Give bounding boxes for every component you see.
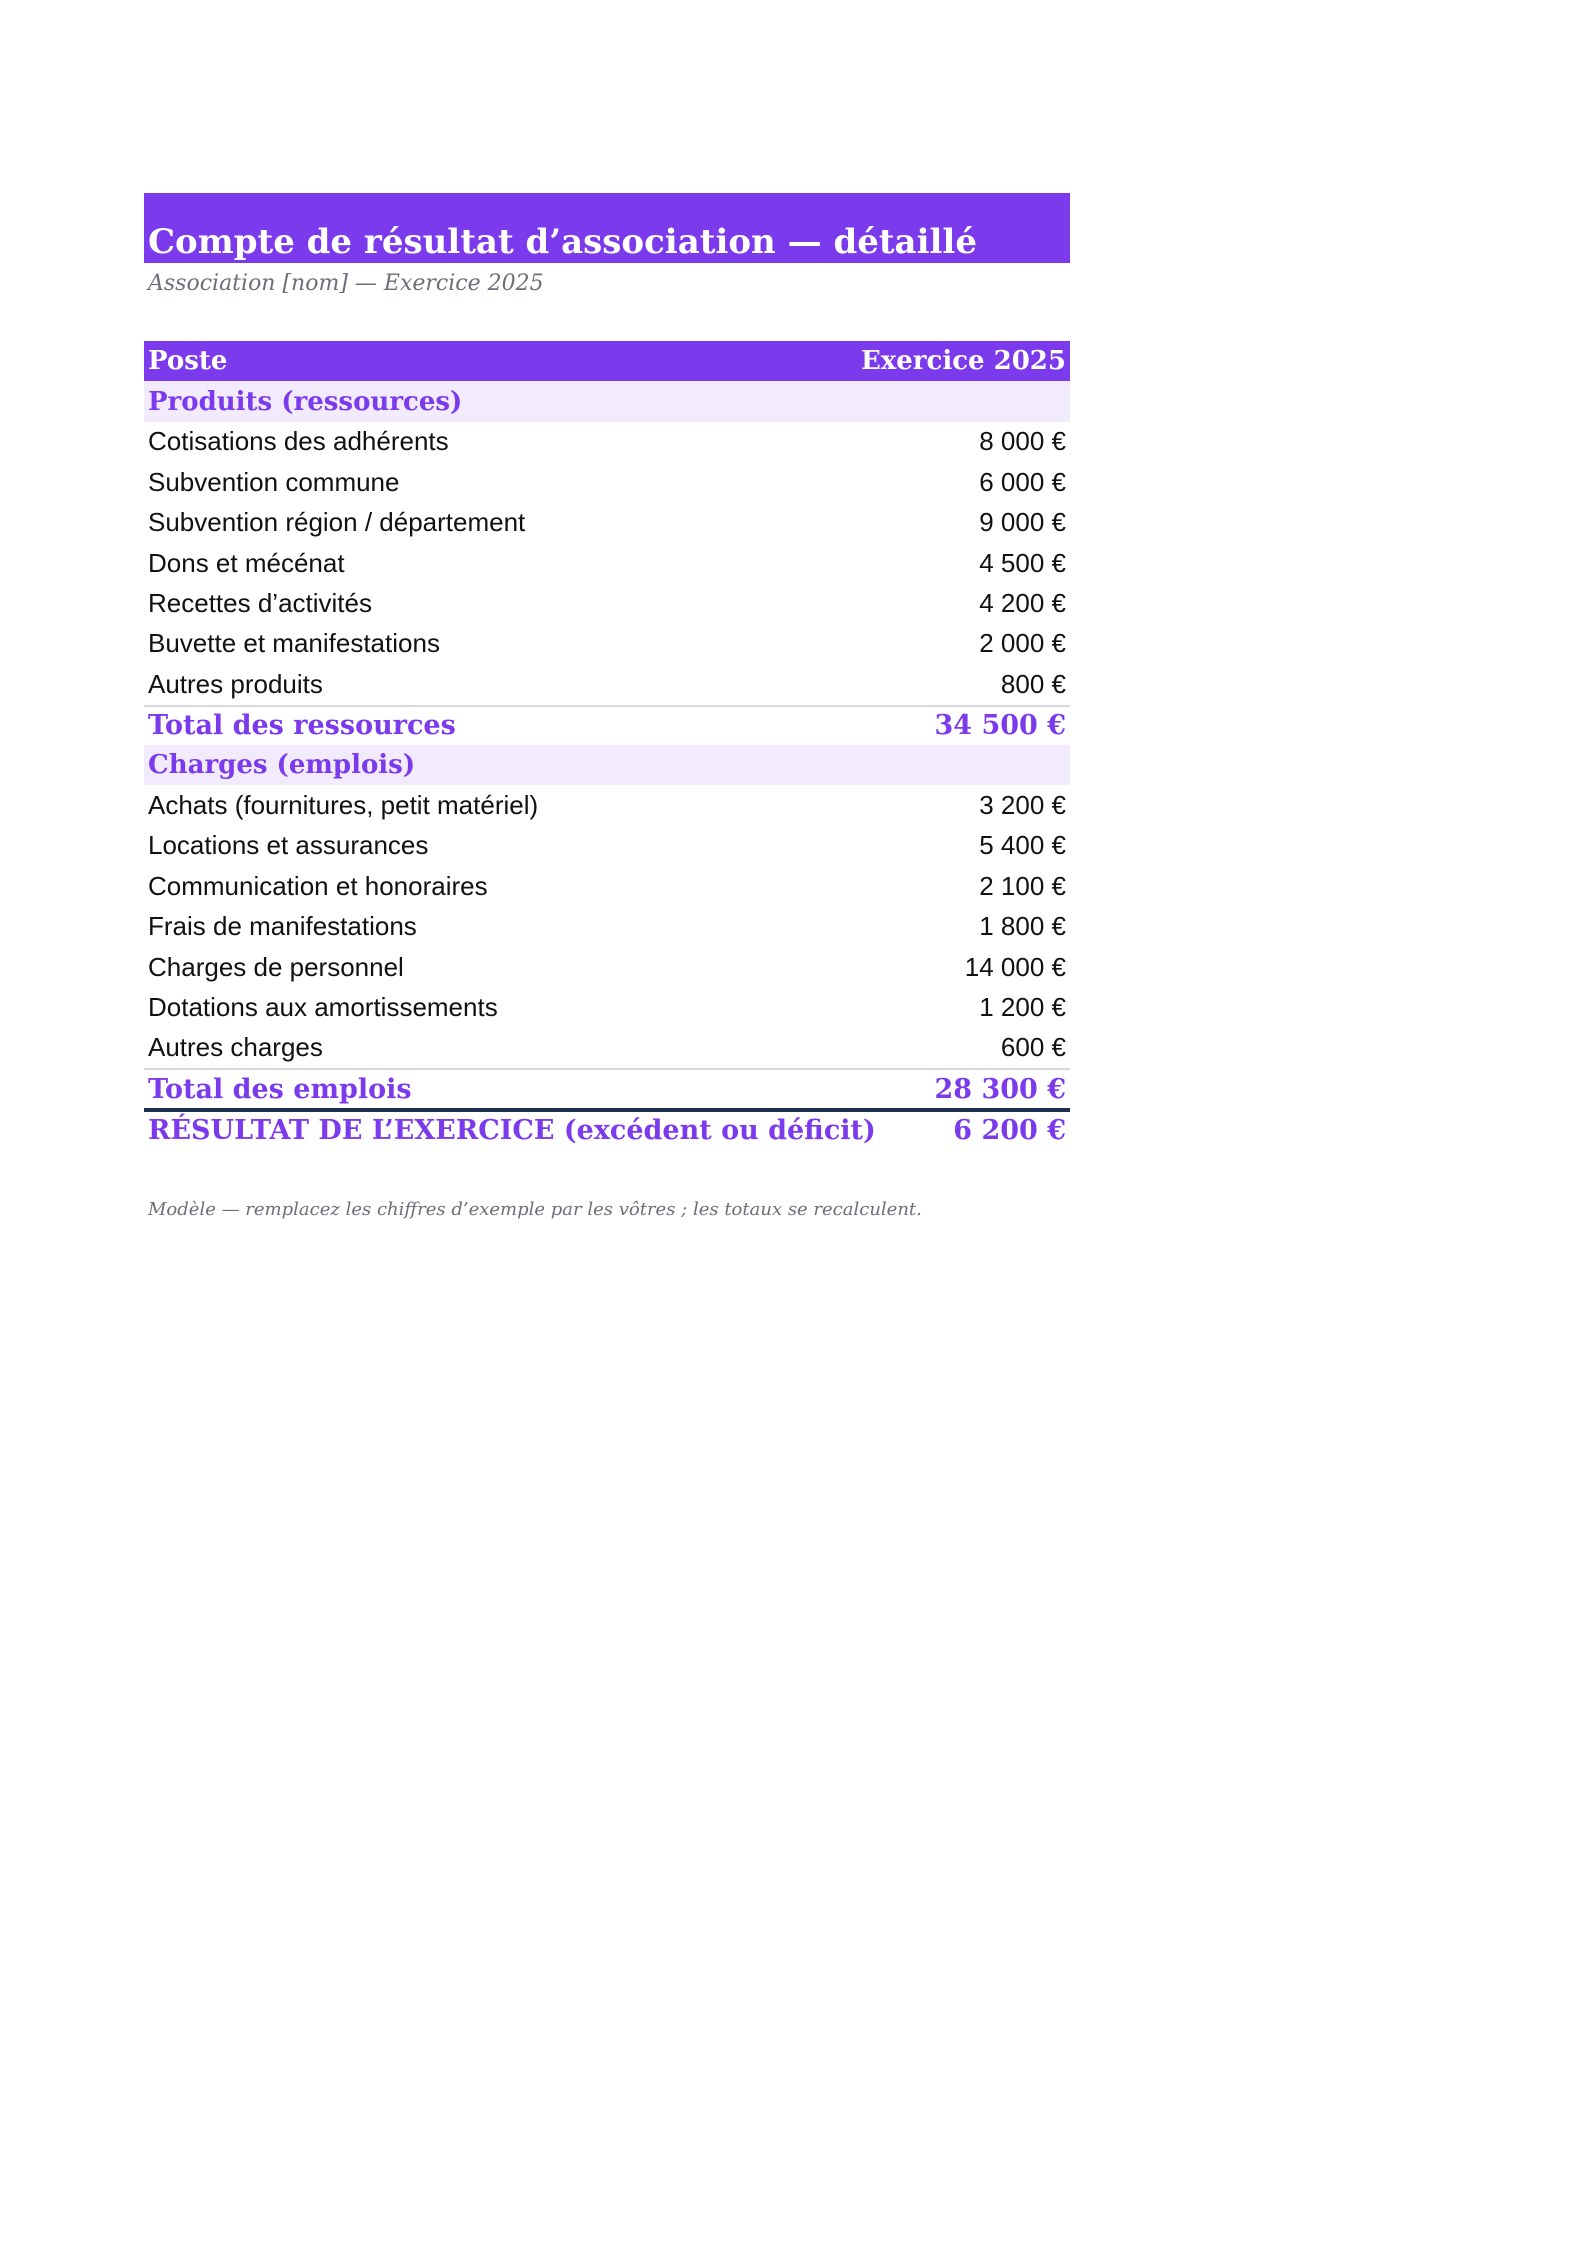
row-label: Autres charges bbox=[148, 1032, 323, 1063]
section-charges bbox=[144, 745, 1070, 785]
row-amount: 14 000 € bbox=[964, 951, 1066, 982]
total-amount: 28 300 € bbox=[934, 1073, 1066, 1105]
row-amount: 5 400 € bbox=[979, 830, 1066, 861]
footnote: Modèle — remplacez les chiffres d’exemple par les vôtres ; les totaux se recalculent. bbox=[148, 1198, 922, 1220]
row-amount: 4 200 € bbox=[979, 588, 1066, 619]
row-label: Autres produits bbox=[148, 668, 323, 699]
table-row bbox=[144, 987, 1070, 1027]
document-title: Compte de résultat d’association — détaillé bbox=[148, 221, 977, 262]
result-row bbox=[144, 1108, 1070, 1148]
row-amount: 2 100 € bbox=[979, 870, 1066, 901]
row-amount: 6 000 € bbox=[979, 466, 1066, 497]
row-label: Subvention commune bbox=[148, 466, 400, 497]
table-row bbox=[144, 543, 1070, 583]
row-label: Buvette et manifestations bbox=[148, 628, 440, 659]
column-header-exercice: Exercice 2025 bbox=[860, 346, 1066, 377]
row-amount: 4 500 € bbox=[979, 547, 1066, 578]
row-amount: 600 € bbox=[1000, 1032, 1066, 1063]
row-amount: 800 € bbox=[1000, 668, 1066, 699]
table-row bbox=[144, 664, 1070, 704]
row-label: Communication et honoraires bbox=[148, 870, 488, 901]
row-label: Dons et mécénat bbox=[148, 547, 345, 578]
row-label: Cotisations des adhérents bbox=[148, 426, 449, 457]
table-row bbox=[144, 462, 1070, 502]
column-header-poste: Poste bbox=[148, 346, 228, 377]
document-subtitle: Association [nom] — Exercice 2025 bbox=[148, 271, 544, 296]
row-label: Locations et assurances bbox=[148, 830, 429, 861]
total-label: Total des ressources bbox=[148, 710, 456, 742]
table-row bbox=[144, 785, 1070, 825]
row-amount: 8 000 € bbox=[979, 426, 1066, 457]
row-amount: 9 000 € bbox=[979, 507, 1066, 538]
row-label: Frais de manifestations bbox=[148, 911, 417, 942]
section-heading: Charges (emplois) bbox=[148, 750, 416, 781]
table-row bbox=[144, 866, 1070, 906]
row-amount: 1 800 € bbox=[979, 911, 1066, 942]
title-bar bbox=[144, 193, 1070, 263]
row-label: Dotations aux amortissements bbox=[148, 991, 498, 1022]
table-row bbox=[144, 906, 1070, 946]
row-label: Subvention région / département bbox=[148, 507, 526, 538]
table-row bbox=[144, 503, 1070, 543]
table-row bbox=[144, 624, 1070, 664]
table-row bbox=[144, 1028, 1070, 1068]
income-statement-sheet bbox=[144, 193, 1070, 1220]
row-amount: 3 200 € bbox=[979, 789, 1066, 820]
table-header-row bbox=[144, 341, 1070, 381]
row-label: Recettes d’activités bbox=[148, 588, 372, 619]
result-amount: 6 200 € bbox=[953, 1115, 1066, 1147]
table-row bbox=[144, 947, 1070, 987]
table-row bbox=[144, 422, 1070, 462]
total-ressources-row bbox=[144, 705, 1070, 745]
total-label: Total des emplois bbox=[148, 1073, 412, 1105]
row-amount: 1 200 € bbox=[979, 991, 1066, 1022]
row-label: Charges de personnel bbox=[148, 951, 404, 982]
table-row bbox=[144, 583, 1070, 623]
section-heading: Produits (ressources) bbox=[148, 386, 463, 417]
total-emplois-row bbox=[144, 1068, 1070, 1108]
row-label: Achats (fournitures, petit matériel) bbox=[148, 789, 539, 820]
spacer bbox=[144, 305, 1070, 341]
total-amount: 34 500 € bbox=[934, 710, 1066, 742]
section-produits bbox=[144, 381, 1070, 421]
table-row bbox=[144, 826, 1070, 866]
row-amount: 2 000 € bbox=[979, 628, 1066, 659]
result-label: RÉSULTAT DE L’EXERCICE (excédent ou déficit) bbox=[148, 1115, 876, 1147]
